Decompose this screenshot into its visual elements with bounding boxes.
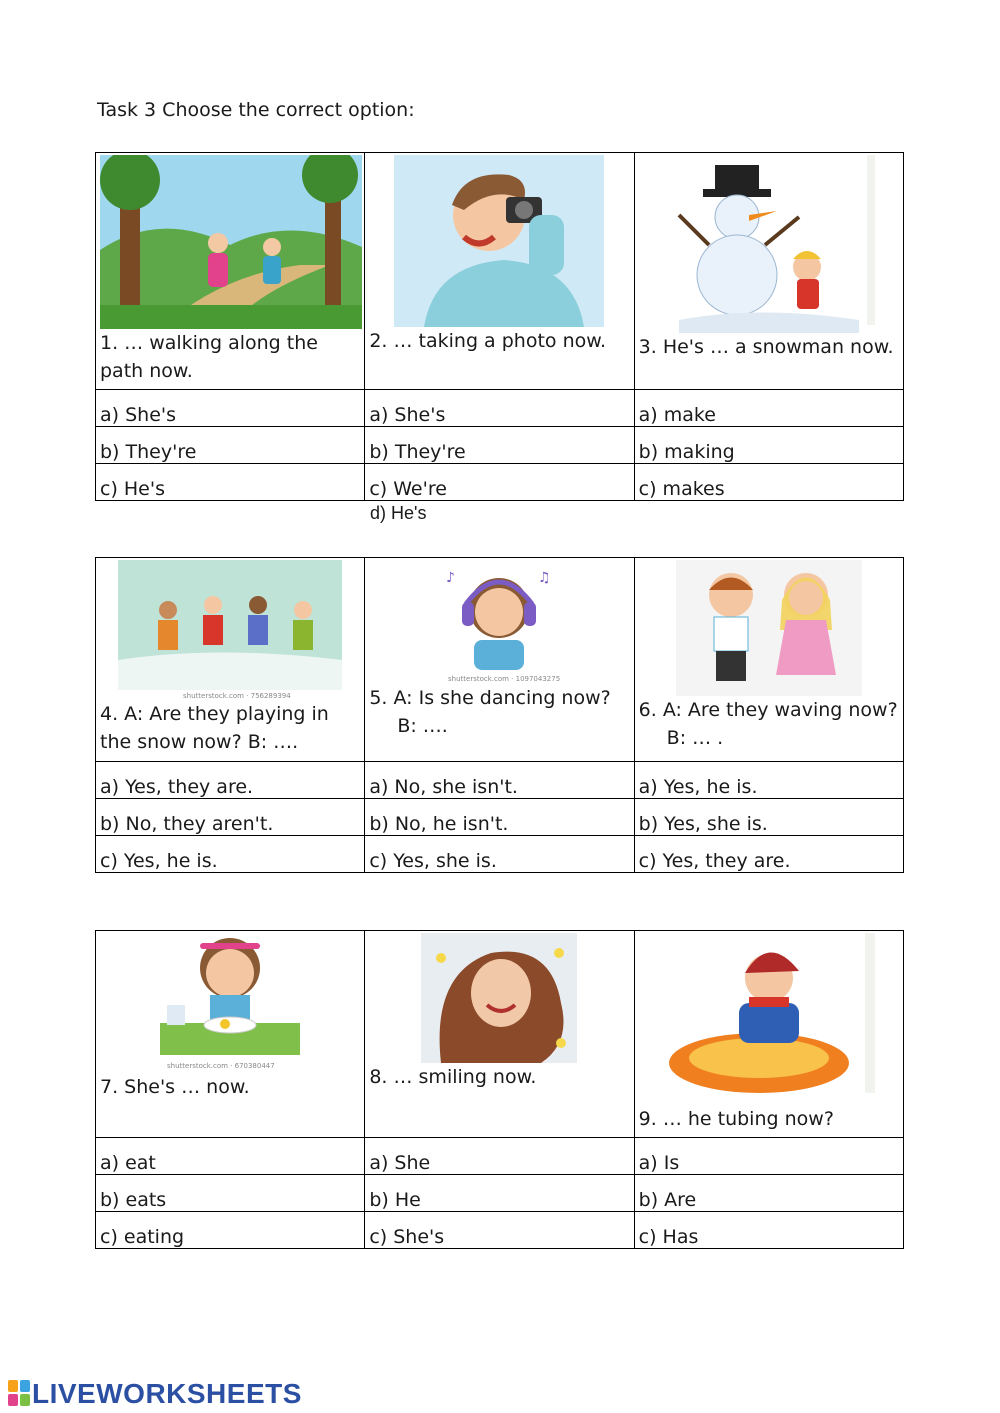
svg-text:♫: ♫ bbox=[538, 570, 552, 586]
watermark: shutterstock.com · 756289394 bbox=[183, 692, 291, 700]
option-6c[interactable]: c) Yes, they are. bbox=[634, 836, 903, 873]
woman-smiling-image bbox=[421, 933, 577, 1063]
question-text-line2: B: …. bbox=[397, 715, 448, 737]
option-3a[interactable]: a) make bbox=[634, 390, 903, 427]
question-cell-9 bbox=[634, 931, 903, 1138]
option-9c[interactable]: c) Has bbox=[634, 1212, 903, 1249]
option-8c[interactable]: c) She's bbox=[365, 1212, 634, 1249]
option-2d[interactable]: d) He's bbox=[370, 503, 427, 523]
svg-text:♪: ♪ bbox=[446, 570, 456, 586]
question-cell-6 bbox=[634, 558, 903, 762]
forest-children-image bbox=[100, 155, 362, 329]
footer-logo[interactable] bbox=[8, 1378, 302, 1410]
question-cell-7 bbox=[96, 931, 365, 1138]
option-2b[interactable]: b) They're bbox=[365, 427, 634, 464]
question-cell-2 bbox=[365, 153, 634, 390]
option-7c[interactable]: c) eating bbox=[96, 1212, 365, 1249]
kids-waving-image bbox=[676, 560, 862, 696]
question-text-line2: B: … . bbox=[666, 727, 724, 749]
option-2c[interactable]: c) We're bbox=[365, 464, 634, 501]
question-text-line1: 6. A: Are they waving now? bbox=[638, 699, 898, 721]
question-text-line1: 5. A: Is she dancing now? bbox=[369, 687, 611, 709]
question-table-3 bbox=[95, 930, 904, 1249]
watermark: shutterstock.com · 670380447 bbox=[167, 1062, 275, 1070]
question-cell-5 bbox=[365, 558, 634, 762]
option-8b[interactable]: b) He bbox=[365, 1175, 634, 1212]
question-text: 7. She's … now. bbox=[100, 1076, 250, 1098]
option-9b[interactable]: b) Are bbox=[634, 1175, 903, 1212]
option-9a[interactable]: a) Is bbox=[634, 1138, 903, 1175]
option-7a[interactable]: a) eat bbox=[96, 1138, 365, 1175]
question-cell-1 bbox=[96, 153, 365, 390]
girl-eating-image bbox=[155, 933, 305, 1073]
question-text: 1. … walking along the path now. bbox=[100, 332, 318, 382]
option-3c[interactable]: c) makes bbox=[634, 464, 903, 501]
liveworksheets-logo-icon bbox=[8, 1380, 32, 1408]
option-6b[interactable]: b) Yes, she is. bbox=[634, 799, 903, 836]
watermark: shutterstock.com · 1097043275 bbox=[448, 675, 561, 683]
option-4c[interactable]: c) Yes, he is. bbox=[96, 836, 365, 873]
option-4a[interactable]: a) Yes, they are. bbox=[96, 762, 365, 799]
option-3b[interactable]: b) making bbox=[634, 427, 903, 464]
option-5a[interactable]: a) No, she isn't. bbox=[365, 762, 634, 799]
question-table-2 bbox=[95, 557, 904, 873]
man-taking-photo-image bbox=[394, 155, 604, 327]
question-cell-8 bbox=[365, 931, 634, 1138]
option-1b[interactable]: b) They're bbox=[96, 427, 365, 464]
girl-headphones-image bbox=[434, 560, 564, 684]
option-4b[interactable]: b) No, they aren't. bbox=[96, 799, 365, 836]
option-5c[interactable]: c) Yes, she is. bbox=[365, 836, 634, 873]
option-2a[interactable]: a) She's bbox=[365, 390, 634, 427]
option-1a[interactable]: a) She's bbox=[96, 390, 365, 427]
question-cell-4 bbox=[96, 558, 365, 762]
option-5b[interactable]: b) No, he isn't. bbox=[365, 799, 634, 836]
question-text: 8. … smiling now. bbox=[369, 1066, 537, 1088]
kids-snow-play-image bbox=[118, 560, 342, 700]
question-table-1 bbox=[95, 152, 904, 501]
question-text: 2. … taking a photo now. bbox=[369, 330, 607, 352]
question-text: 9. … he tubing now? bbox=[638, 1108, 834, 1130]
snowman-boy-image bbox=[659, 155, 879, 333]
task-title: Task 3 Choose the correct option: bbox=[97, 99, 415, 121]
option-1c[interactable]: c) He's bbox=[96, 464, 365, 501]
option-7b[interactable]: b) eats bbox=[96, 1175, 365, 1212]
option-8a[interactable]: a) She bbox=[365, 1138, 634, 1175]
footer-brand: LIVEWORKSHEETS bbox=[32, 1378, 302, 1409]
option-6a[interactable]: a) Yes, he is. bbox=[634, 762, 903, 799]
question-text: 3. He's … a snowman now. bbox=[638, 336, 894, 358]
question-cell-3 bbox=[634, 153, 903, 390]
boy-tubing-image bbox=[659, 933, 879, 1105]
question-text: 4. A: Are they playing in the snow now? B: …. bbox=[100, 703, 329, 753]
